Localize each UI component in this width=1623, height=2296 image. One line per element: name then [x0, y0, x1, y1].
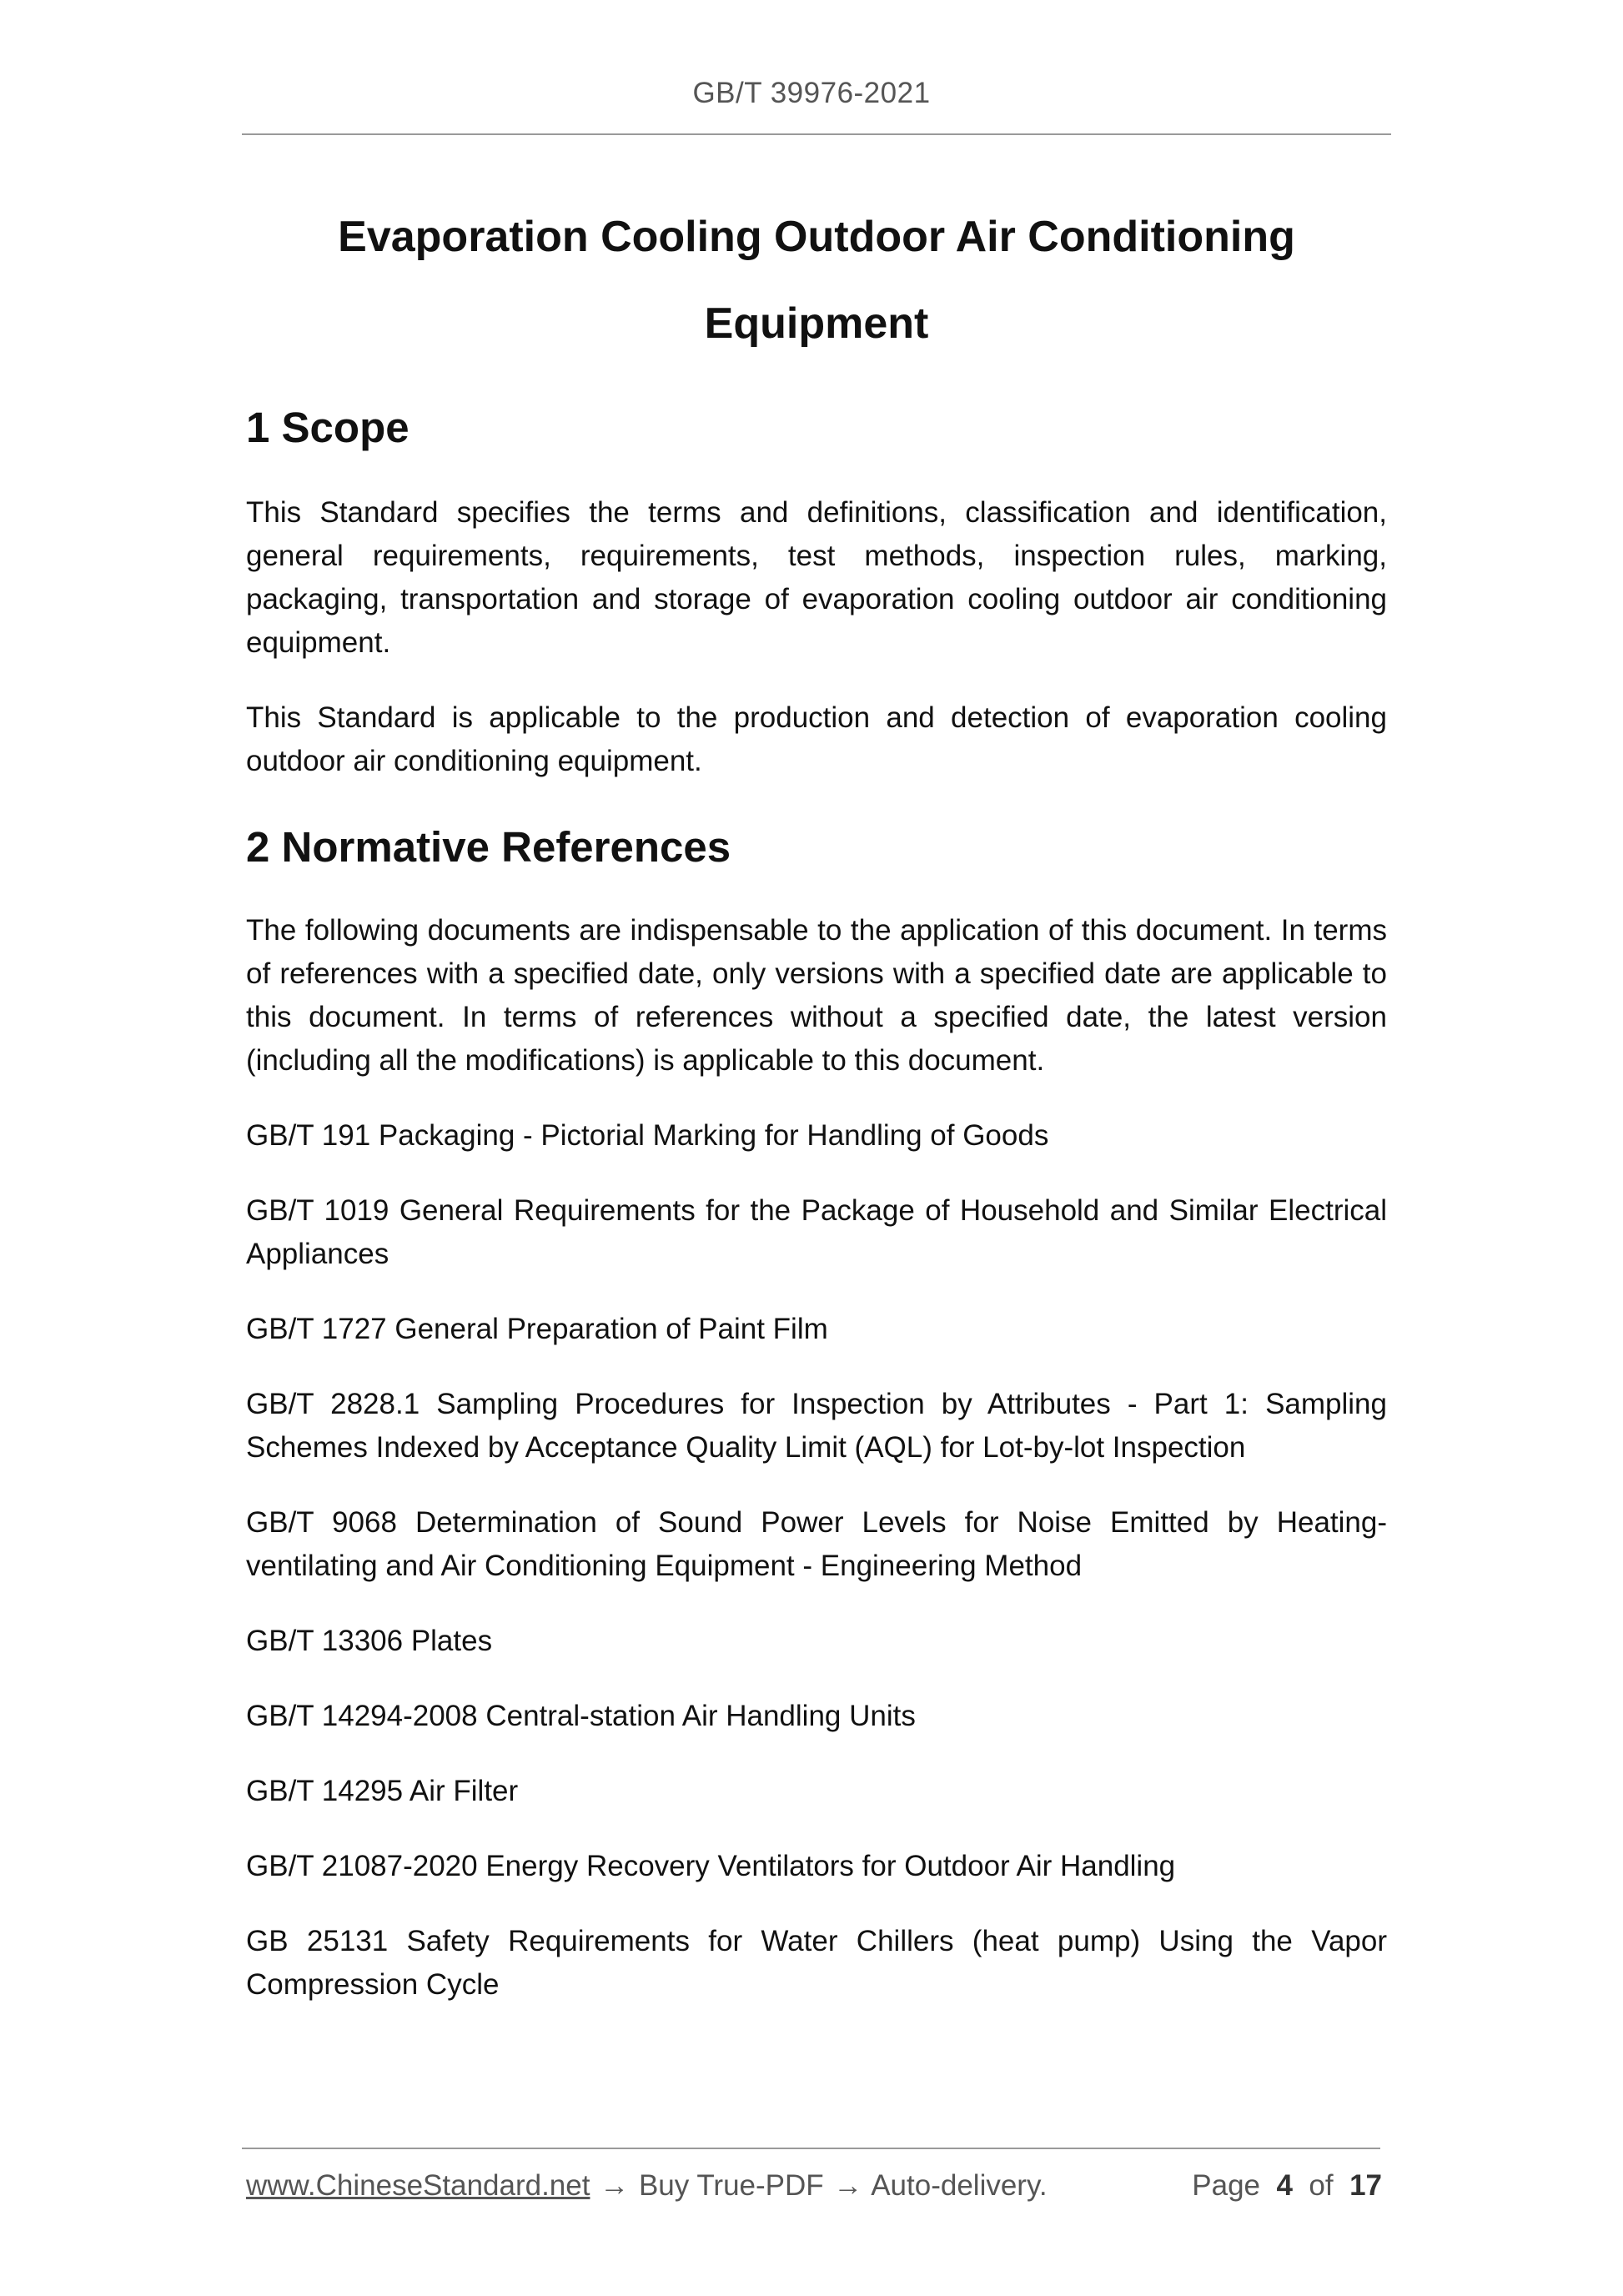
footer-promo — [246, 2165, 1048, 2207]
header-document-id: GB/T 39976-2021 — [692, 77, 931, 109]
page-of-label: of — [1309, 2169, 1334, 2202]
page-indicator — [1192, 2165, 1382, 2207]
header-divider — [242, 133, 1391, 135]
normative-references-intro: The following documents are indispensable to the application of this document. In terms of references with a specified date, only versions with a specified date are applicable to this document. In terms of references without a specified date, the latest version (including all the modifications) is applicable to this document. — [246, 914, 1387, 1077]
website-link[interactable]: www.ChineseStandard.net — [246, 2169, 590, 2202]
reference-item: GB/T 13306 Plates — [246, 1625, 493, 1657]
reference-item: GB 25131 Safety Requirements for Water Chillers (heat pump) Using the Vapor Compression Cycle — [246, 1925, 1387, 2001]
title-line-1: Evaporation Cooling Outdoor Air Conditioning — [338, 213, 1295, 261]
total-pages-number: 17 — [1349, 2169, 1382, 2202]
arrow-right-icon: → — [600, 2169, 630, 2202]
section-heading-normative-references: 2 Normative References — [246, 823, 731, 871]
arrow-right-icon: → — [833, 2169, 863, 2202]
footer-delivery-text: Auto-delivery. — [871, 2169, 1048, 2202]
scope-paragraph: This Standard is applicable to the production and detection of evaporation cooling outdoor air conditioning equipment. — [246, 701, 1387, 777]
scope-paragraph: This Standard specifies the terms and definitions, classification and identification, general requirements, requirements, test methods, inspection rules, marking, packaging, transportation and storage of evaporation cooling outdoor air conditioning equipment. — [246, 496, 1387, 659]
reference-item: GB/T 14295 Air Filter — [246, 1775, 519, 1807]
reference-item: GB/T 9068 Determination of Sound Power Levels for Noise Emitted by Heating-ventilating and Air Conditioning Equipment - Engineering Method — [246, 1506, 1387, 1582]
title-line-2: Equipment — [704, 299, 929, 348]
reference-item: GB/T 21087-2020 Energy Recovery Ventilators for Outdoor Air Handling — [246, 1850, 1176, 1882]
reference-item: GB/T 2828.1 Sampling Procedures for Inspection by Attributes - Part 1: Sampling Schemes Indexed by Acceptance Quality Limit (AQL) for Lot-by-lot Inspection — [246, 1388, 1387, 1464]
reference-item: GB/T 14294-2008 Central-station Air Handling Units — [246, 1700, 916, 1732]
section-heading-scope: 1 Scope — [246, 404, 410, 451]
footer-divider — [242, 2148, 1380, 2149]
document-body — [246, 400, 1387, 2007]
page-label: Page — [1192, 2169, 1261, 2202]
reference-item: GB/T 1019 General Requirements for the Package of Household and Similar Electrical Appliances — [246, 1194, 1387, 1270]
current-page-number: 4 — [1276, 2169, 1293, 2202]
document-title — [234, 193, 1399, 367]
reference-item: GB/T 1727 General Preparation of Paint Film — [246, 1313, 828, 1345]
footer-buy-text: Buy True-PDF — [638, 2169, 824, 2202]
reference-item: GB/T 191 Packaging - Pictorial Marking for Handling of Goods — [246, 1119, 1049, 1152]
